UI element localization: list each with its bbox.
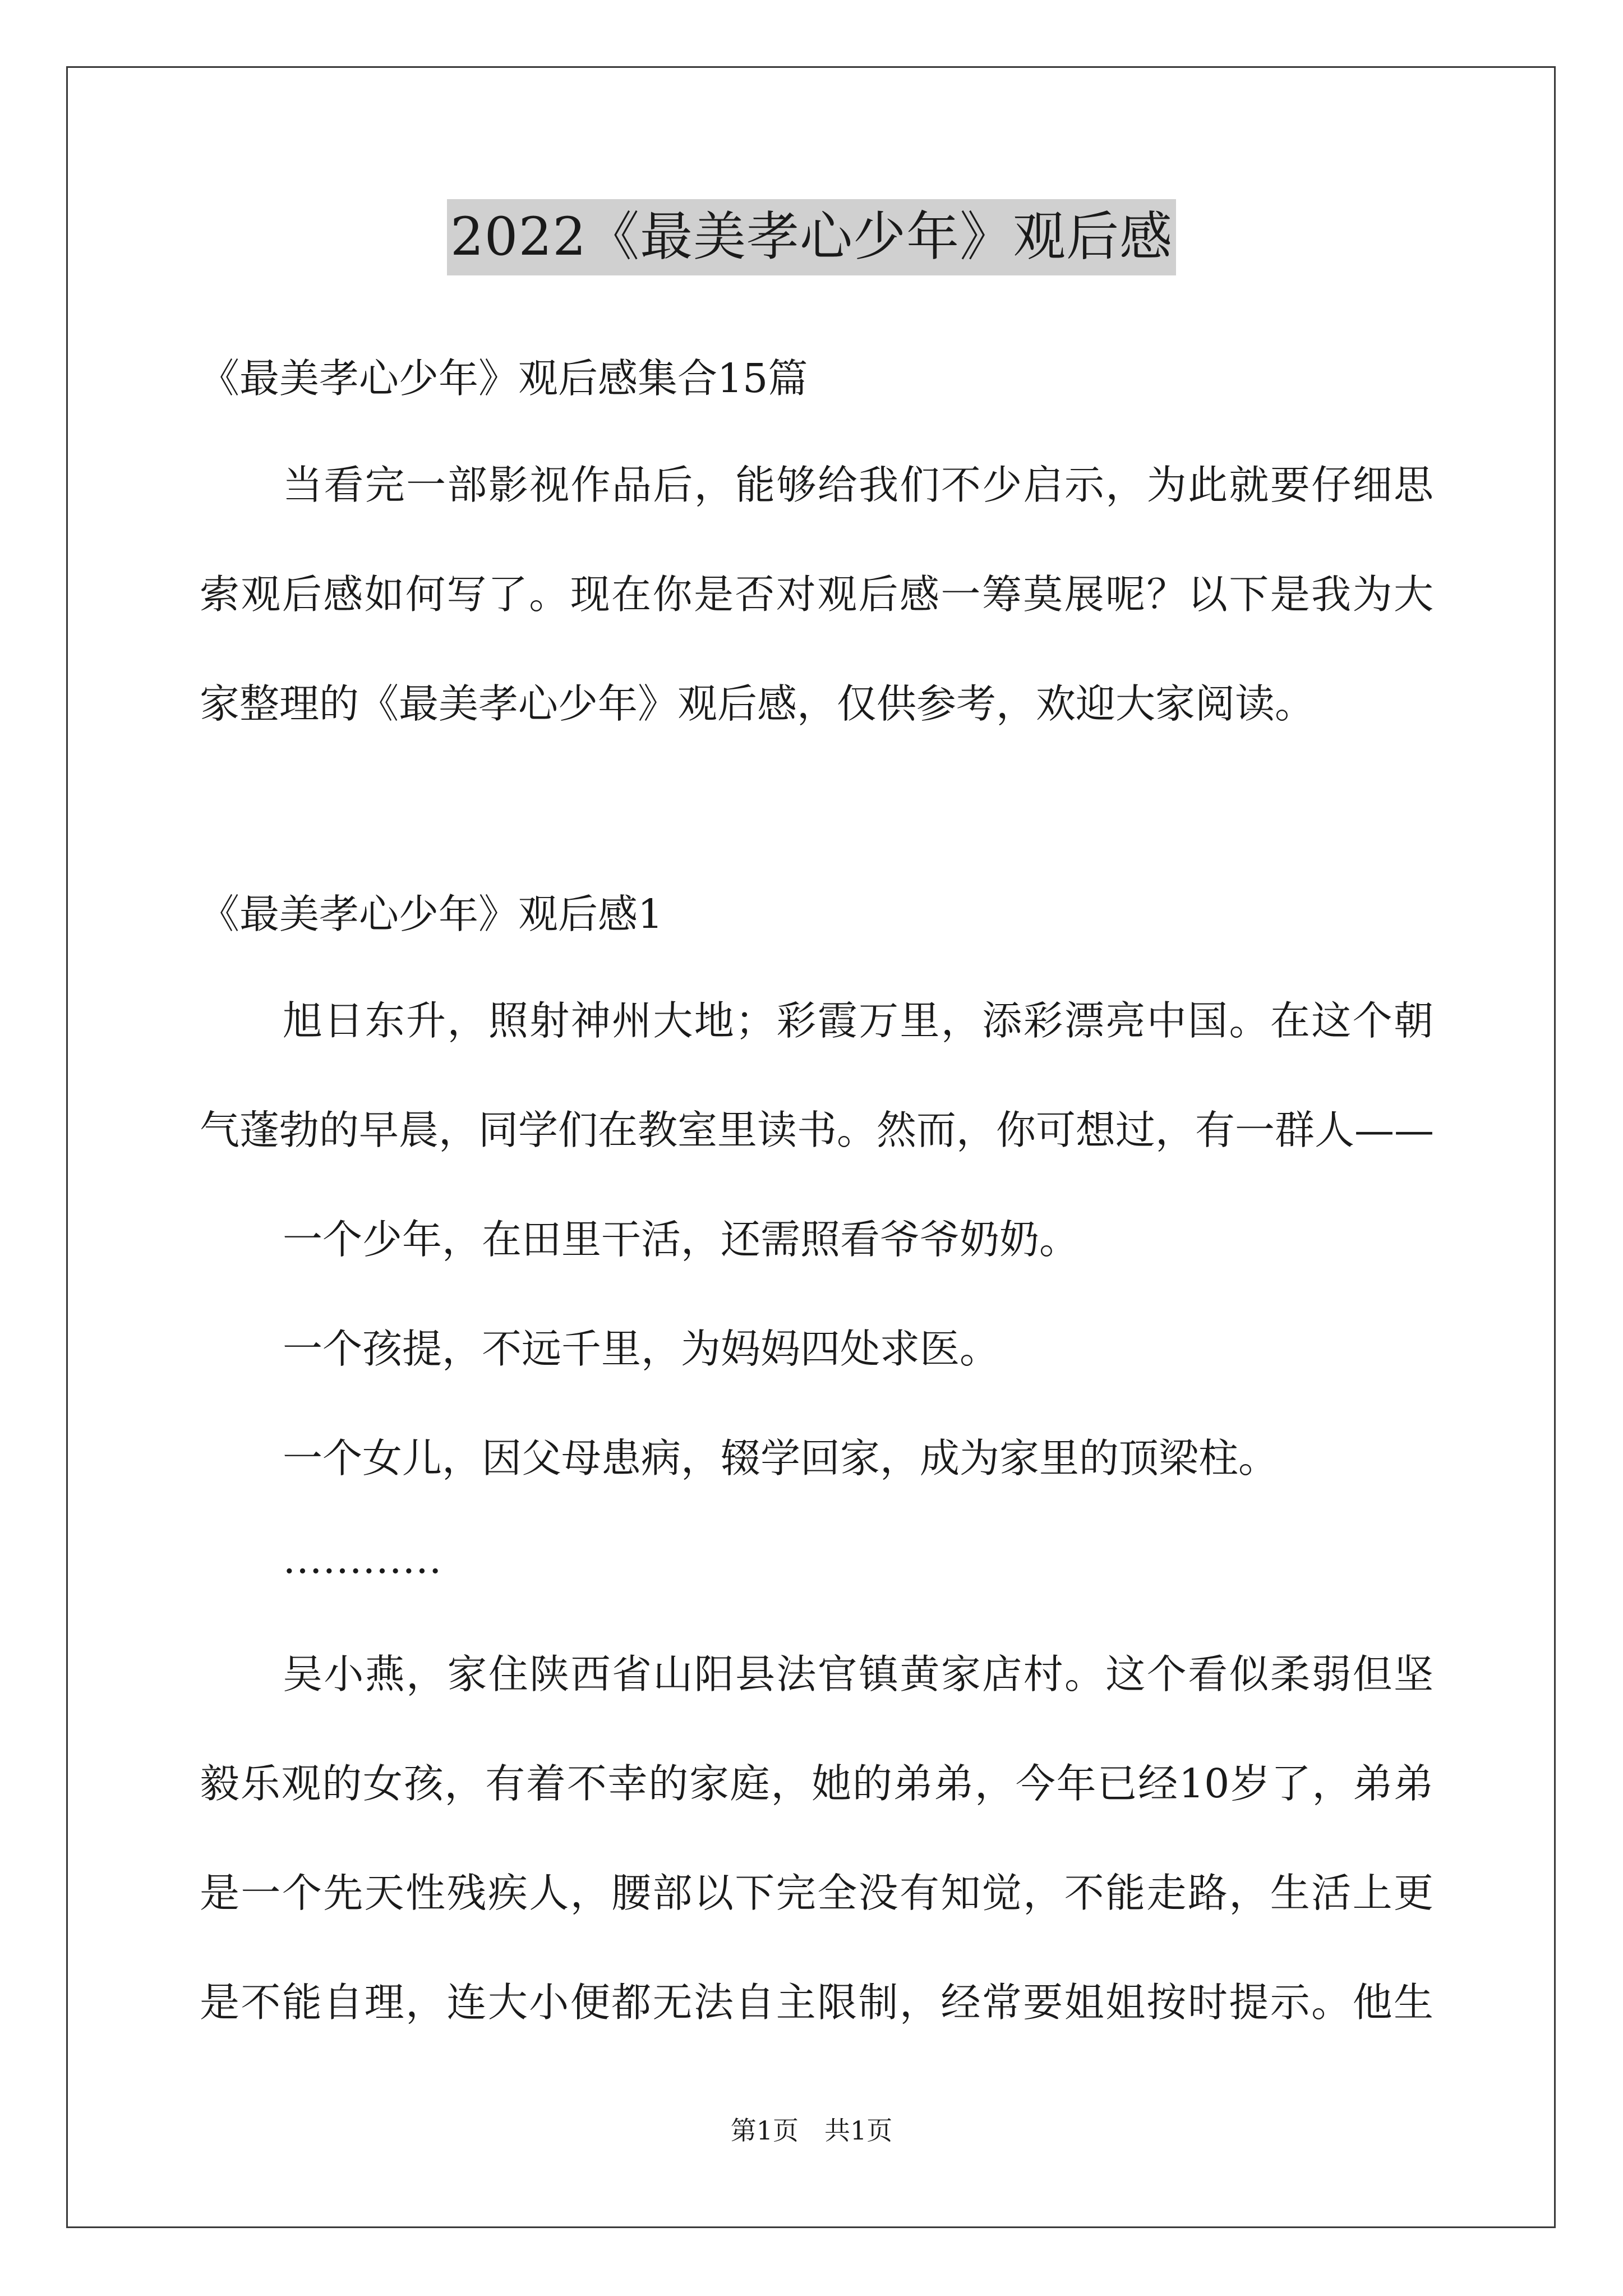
section-line-9: 是一个先天性残疾人，腰部以下完全没有知觉，不能走路，生活上更	[200, 1870, 1433, 1916]
intro-line-2: 索观后感如何写了。现在你是否对观后感一筹莫展呢？以下是我为大	[200, 571, 1433, 618]
section-line-4: 一个孩提，不远千里，为妈妈四处求医。	[283, 1326, 1000, 1372]
section-line-7: 吴小燕，家住陕西省山阳县法官镇黄家店村。这个看似柔弱但坚	[283, 1651, 1433, 1697]
title-container	[0, 199, 1623, 275]
page-number: 第1页 共1页	[730, 2115, 893, 2146]
intro-line-1: 当看完一部影视作品后，能够给我们不少启示，为此就要仔细思	[283, 462, 1433, 508]
document-subtitle: 《最美孝心少年》观后感集合15篇	[200, 355, 808, 402]
section-line-5: 一个女儿，因父母患病，辍学回家，成为家里的顶梁柱。	[283, 1435, 1279, 1481]
section-line-1: 旭日东升，照射神州大地；彩霞万里，添彩漂亮中国。在这个朝	[283, 997, 1433, 1044]
intro-line-3: 家整理的《最美孝心少年》观后感，仅供参考，欢迎大家阅读。	[200, 680, 1315, 727]
section-line-3: 一个少年，在田里干活，还需照看爷爷奶奶。	[283, 1216, 1080, 1263]
section-heading: 《最美孝心少年》观后感1	[200, 891, 663, 937]
document-title: 2022《最美孝心少年》观后感	[447, 199, 1176, 275]
ellipsis-line: …………	[283, 1536, 442, 1582]
section-line-2: 气蓬勃的早晨，同学们在教室里读书。然而，你可想过，有一群人——	[200, 1107, 1435, 1153]
section-line-8: 毅乐观的女孩，有着不幸的家庭，她的弟弟，今年已经10岁了，弟弟	[200, 1760, 1433, 1807]
section-line-10: 是不能自理，连大小便都无法自主限制，经常要姐姐按时提示。他生	[200, 1979, 1433, 2026]
